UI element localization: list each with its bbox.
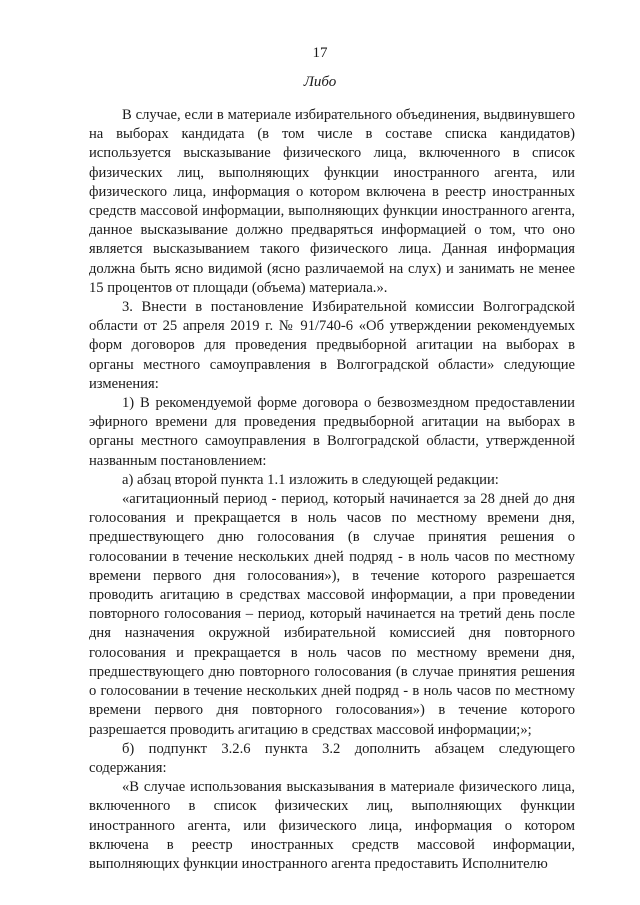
paragraph-statement-usage: «В случае использования высказывания в материале физического лица, включенного в список физических лиц, выполняющих функции иностранного агента, или физического лица, информация о котором включена в реестр иностранных средств массовой информации, выполняющих функции иностранного агента предоставить Исполнителю bbox=[89, 779, 575, 872]
paragraph-amend-resolution: 3. Внести в постановление Избирательной комиссии Волгоградской области от 25 апреля 2019 г. № 91/740-6 «Об утверждении рекомендуемых форм договоров для проведения предвыборной агитации на выборах в органы местного самоуправления в Волгоградской области» следующие изменения: bbox=[89, 299, 575, 392]
alternative-heading: Либо bbox=[303, 74, 337, 90]
paragraph-foreign-agent-statement: В случае, если в материале избирательного объединения, выдвинувшего на выборах кандидата (в том числе в составе списка кандидатов) используется высказывание физического лица, включенного в список физических лиц, выполняющих функции иностранного агента, или физического лица, информация о котором включена в реестр иностранных средств массовой информации, выполняющих функции иностранного агента, данное высказывание должно предваряться информацией о том, что оно является высказыванием такого физического лица. Данная информация должна быть ясно видимой (ясно различаемой на слух) и занимать не менее 15 процентов от площади (объема) материала.». bbox=[89, 107, 575, 296]
page-number: 17 bbox=[312, 45, 328, 61]
paragraph-subitem-a: а) абзац второй пункта 1.1 изложить в следующей редакции: bbox=[122, 471, 499, 488]
paragraph-agitation-period: «агитационный период - период, который начинается за 28 дней до дня голосования и прекращается в ноль часов по местному времени дня, предшествующего дню голосования (в случае принятия решения о голосовании в течение нескольких дней подряд - в ноль часов по местному времени первого дня голосования»), в течение которого разрешается проводить агитацию в средствах массовой информации, а при проведении повторного голосования – период, который начинается на третий день после дня назначения окружной избирательной комиссией дня повторного голосования и прекращается в ноль часов по местному времени дня, предшествующего дню повторного голосования (в случае принятия решения о голосовании в течение нескольких дней подряд - в ноль часов по местному времени первого дня повторного голосования») в течение которого разрешается проводить агитацию в средствах массовой информации;»; bbox=[89, 491, 575, 738]
paragraph-item-1: 1) В рекомендуемой форме договора о безвозмездном предоставлении эфирного времени для проведения предвыборной агитации на выборах в органы местного самоуправления в Волгоградской области, утвержденной названным постановлением: bbox=[89, 395, 575, 469]
paragraph-subitem-b: б) подпункт 3.2.6 пункта 3.2 дополнить абзацем следующего содержания: bbox=[89, 740, 575, 776]
document-body bbox=[89, 106, 575, 874]
